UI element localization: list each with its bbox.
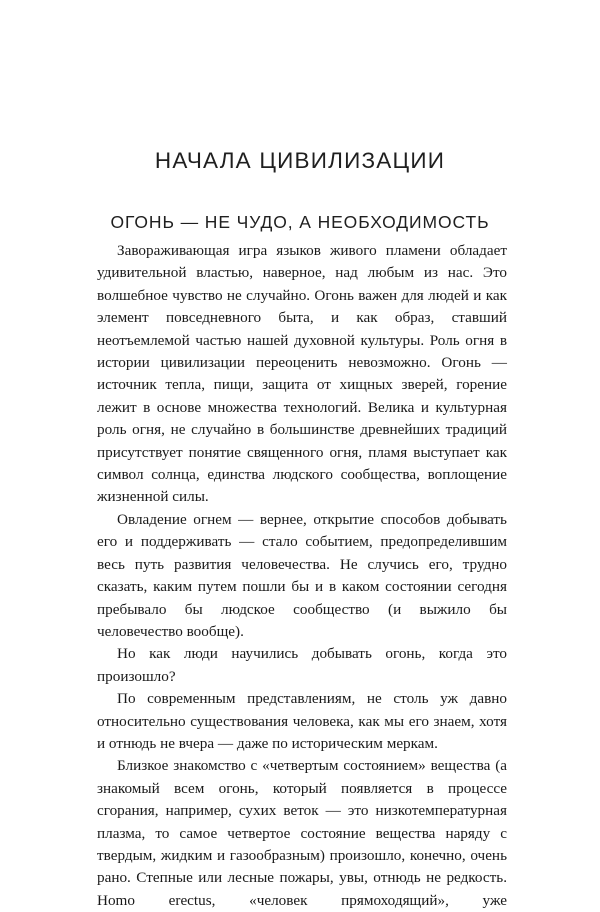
- paragraph: Овладение огнем — вернее, открытие способов добывать его и поддерживать — стало событием, предопределившим весь путь развития человечества. Не случись его, трудно сказать, каким путем пошли бы и в каком состоянии сегодня пребывало бы людское сообщество (и выжило бы человечество вообще).: [97, 510, 507, 640]
- paragraph: Но как люди научились добывать огонь, когда это произошло?: [97, 645, 507, 685]
- paragraph: По современным представлениям, не столь уж давно относительно существования человека, как мы его знаем, хотя и отнюдь не вчера — даже по историческим меркам.: [97, 690, 507, 752]
- section-title: ОГОНЬ — НЕ ЧУДО, А НЕОБХОДИМОСТЬ: [110, 212, 490, 232]
- body-text: [97, 240, 507, 912]
- paragraph: Близкое знакомство с «четвертым состоянием» вещества (а знакомый всем огонь, который появляется в процессе сгорания, например, сухих веток — это низкотемпературная плазма, то самое четвертое состояние вещества наряду с твердым, жидким и газообразным) произошло, конечно, очень рано. Степные или лесные пожары, увы, отнюдь не редкость. Homo erectus, «человек прямоходящий», уже: [97, 757, 507, 909]
- chapter-title: НАЧАЛА ЦИВИЛИЗАЦИИ: [154, 148, 446, 173]
- paragraph: Завораживающая игра языков живого пламени обладает удивительной властью, наверное, над любым из нас. Это волшебное чувство не случайно. Огонь важен для людей и как элемент повседневного быта, и как образ, ставший неотъемлемой частью нашей духовной культуры. Роль огня в истории цивилизации переоценить невозможно. Огонь — источник тепла, пищи, защита от хищных зверей, горение лежит в основе множества технологий. Велика и культурная роль огня, не случайно в большинстве древнейших традиций присутствует понятие священного огня, пламя выступает как символ солнца, единства людского сообщества, воплощение жизненной силы.: [97, 242, 507, 506]
